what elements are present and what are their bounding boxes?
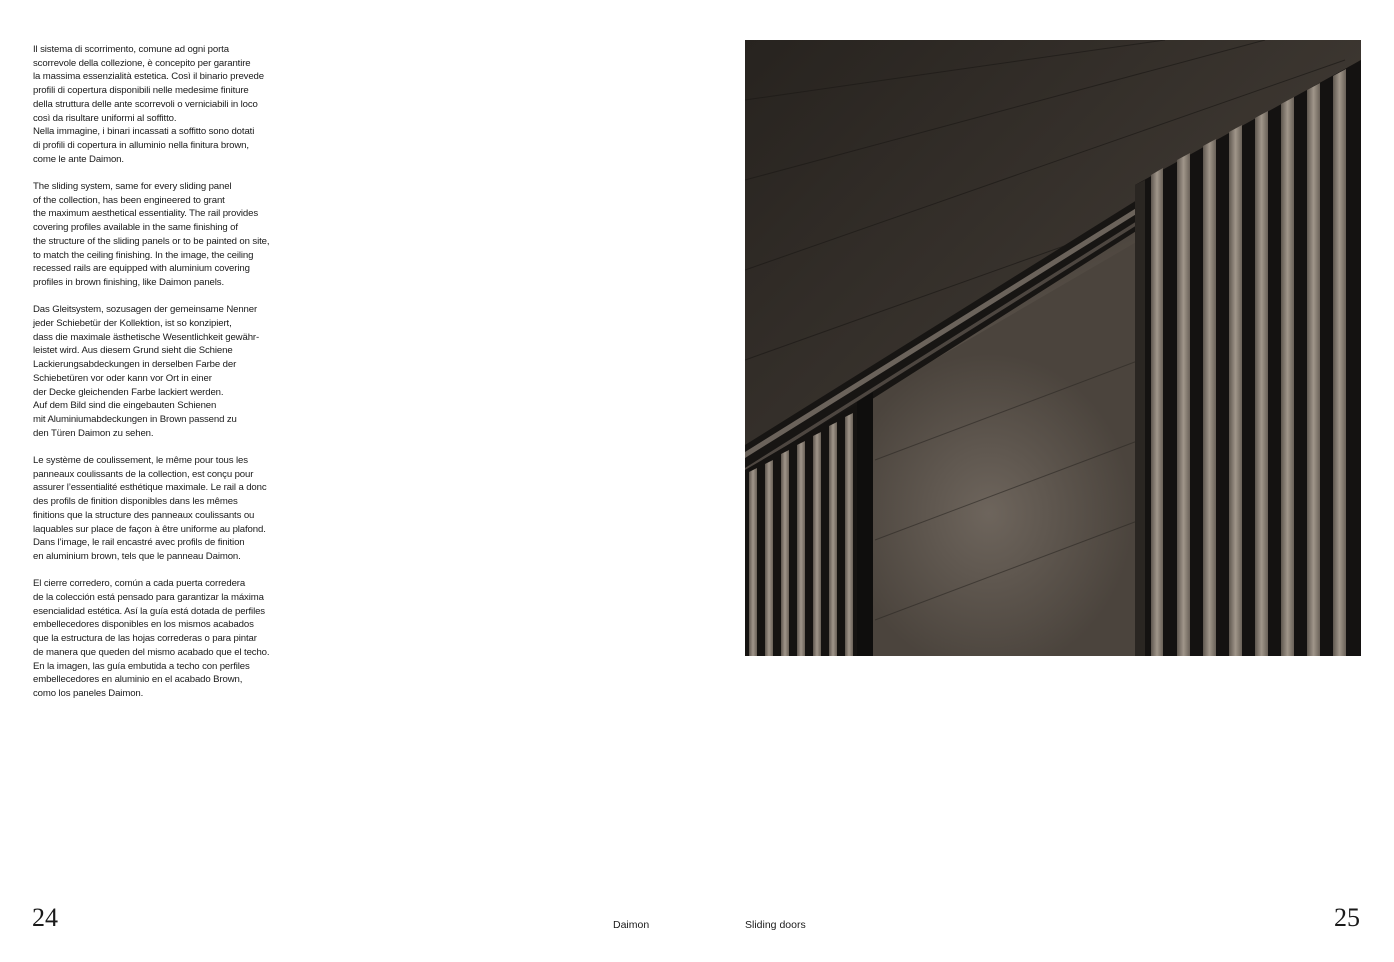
paragraph-english: The sliding system, same for every sliding panel of the collection, has been engineered to grant the maximum aesthetical essentiality. The rail provides covering profiles available in the same finishing of the structure of the sliding panels or to be painted on site, to match the ceiling finishing. In the image, the ceiling recessed rails are equipped with aluminium covering profiles in brown finishing, like Daimon panels. [33,181,270,288]
footer-category-name: Sliding doors [745,919,806,931]
paragraph-german: Das Gleitsystem, sozusagen der gemeinsame Nenner jeder Schiebetür der Kollektion, ist so konzipiert, dass die maximale ästhetische Wesentlichkeit gewähr- leistet wird. Aus diesem Grund sieht die Schiene Lackierungsabdeckungen in derselben Farbe der Schiebetüren vor oder kann vor Ort in einer der Decke gleichenden Farbe lackiert werden. Auf dem Bild sind die eingebauten Schienen mit Aluminiumabdeckungen in Brown passend zu den Türen Daimon zu sehen. [33,304,260,439]
footer-product-name: Daimon [613,919,650,931]
paragraph-italian: Il sistema di scorrimento, comune ad ogni porta scorrevole della collezione, è concepito per garantire la massima essenzialità estetica. Così il binario prevede profili di copertura disponibili nelle medesime finiture della struttura delle ante scorrevoli o verniciabili in loco così da risultare uniformi al soffitto. Nella immagine, i binari incassati a soffitto sono dotati di profili di copertura in alluminio nella finitura brown, come le ante Daimon. [33,44,264,165]
paragraph-spanish: El cierre corredero, común a cada puerta corredera de la colección está pensado para garantizar la máxima esencialidad estética. Así la guía está dotada de perfiles embellecedores disponibles en los mismos acabados que la estructura de las hojas correderas o para pintar de manera que queden del mismo acabado que el techo. En la imagen, las guía embutida a techo con perfiles embellecedores en aluminio en el acabado Brown, como los paneles Daimon. [33,578,270,699]
text-column [33,43,283,714]
product-photo [745,40,1361,656]
page-number-right: 25 [1334,903,1360,932]
sliding-door-photo-illustration [745,40,1361,656]
page-number-left: 24 [32,903,58,932]
paragraph-french: Le système de coulissement, le même pour tous les panneaux coulissants de la collection, est conçu pour assurer l’essentialité esthétique maximale. Le rail a donc des profils de finition disponibles dans les mêmes finitions que la structure des panneaux coulissants ou laquables sur place de façon à être uniforme au plafond. Dans l’image, le rail encastré avec profils de finition en aluminium brown, tels que le panneau Daimon. [33,455,267,562]
